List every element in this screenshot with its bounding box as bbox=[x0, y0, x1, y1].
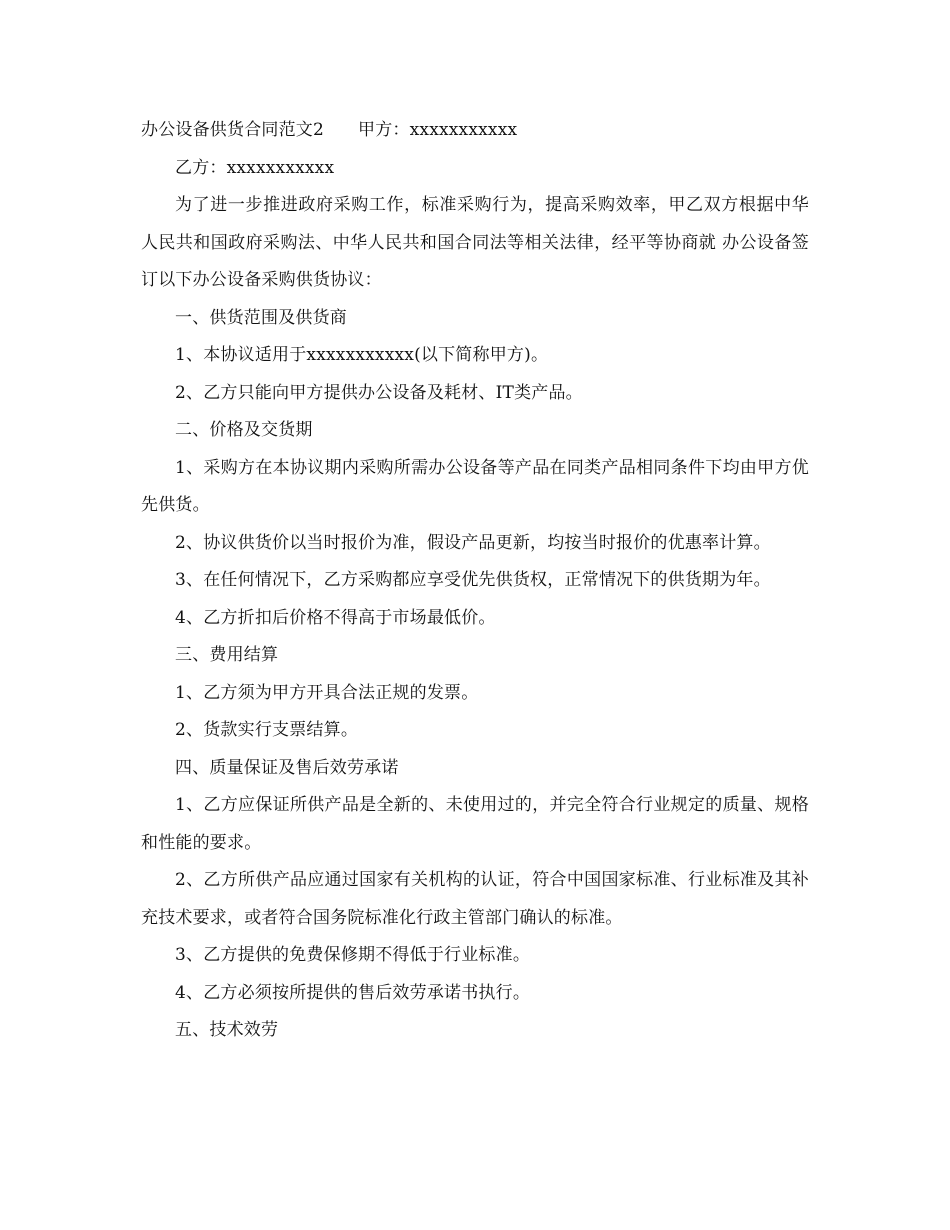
section-item: 3、在任何情况下，乙方采购都应享受优先供货权，正常情况下的供货期为年。 bbox=[175, 570, 771, 590]
section-item: 1、本协议适用于xxxxxxxxxxx(以下简称甲方)。 bbox=[175, 345, 549, 365]
section-item: 1、乙方应保证所供产品是全新的、未使用过的，并完全符合行业规定的质量、规格和性能的要求。 bbox=[141, 795, 809, 853]
section-item: 2、协议供货价以当时报价为准，假设产品更新，均按当时报价的优惠率计算。 bbox=[175, 532, 771, 553]
party-b-line: 乙方：xxxxxxxxxxx bbox=[175, 157, 335, 178]
section-heading: 三、费用结算 bbox=[175, 645, 279, 665]
section-item: 1、采购方在本协议期内采购所需办公设备等产品在同类产品相同条件下均由甲方优先供货。 bbox=[141, 457, 809, 515]
section-heading: 二、价格及交货期 bbox=[175, 420, 313, 440]
section-item: 1、乙方须为甲方开具合法正规的发票。 bbox=[175, 682, 479, 703]
section-item: 4、乙方折扣后价格不得高于市场最低价。 bbox=[175, 607, 496, 628]
preamble-paragraph: 为了进一步推进政府采购工作，标准采购行为，提高采购效率，甲乙双方根据中华人民共和国政府采购法、中华人民共和国合同法等相关法律，经平等协商就 办公设备签订以下办公设备采购供货协议： bbox=[141, 195, 809, 290]
party-a-line: 甲方：xxxxxxxxxxx bbox=[358, 120, 518, 140]
title-row bbox=[141, 112, 809, 150]
document-title: 办公设备供货合同范文2 bbox=[141, 120, 325, 140]
section-heading: 一、供货范围及供货商 bbox=[175, 307, 347, 328]
section-item: 2、货款实行支票结算。 bbox=[175, 720, 359, 740]
section-item: 3、乙方提供的免费保修期不得低于行业标准。 bbox=[175, 945, 531, 965]
section-item: 4、乙方必须按所提供的售后效劳承诺书执行。 bbox=[175, 982, 531, 1003]
section-heading: 五、技术效劳 bbox=[175, 1020, 279, 1040]
document-body bbox=[141, 112, 809, 1050]
section-heading: 四、质量保证及售后效劳承诺 bbox=[175, 757, 399, 778]
section-item: 2、乙方只能向甲方提供办公设备及耗材、IT类产品。 bbox=[175, 382, 583, 403]
section-item: 2、乙方所供产品应通过国家有关机构的认证，符合中国国家标准、行业标准及其补充技术要求，或者符合国务院标准化行政主管部门确认的标准。 bbox=[141, 870, 809, 928]
